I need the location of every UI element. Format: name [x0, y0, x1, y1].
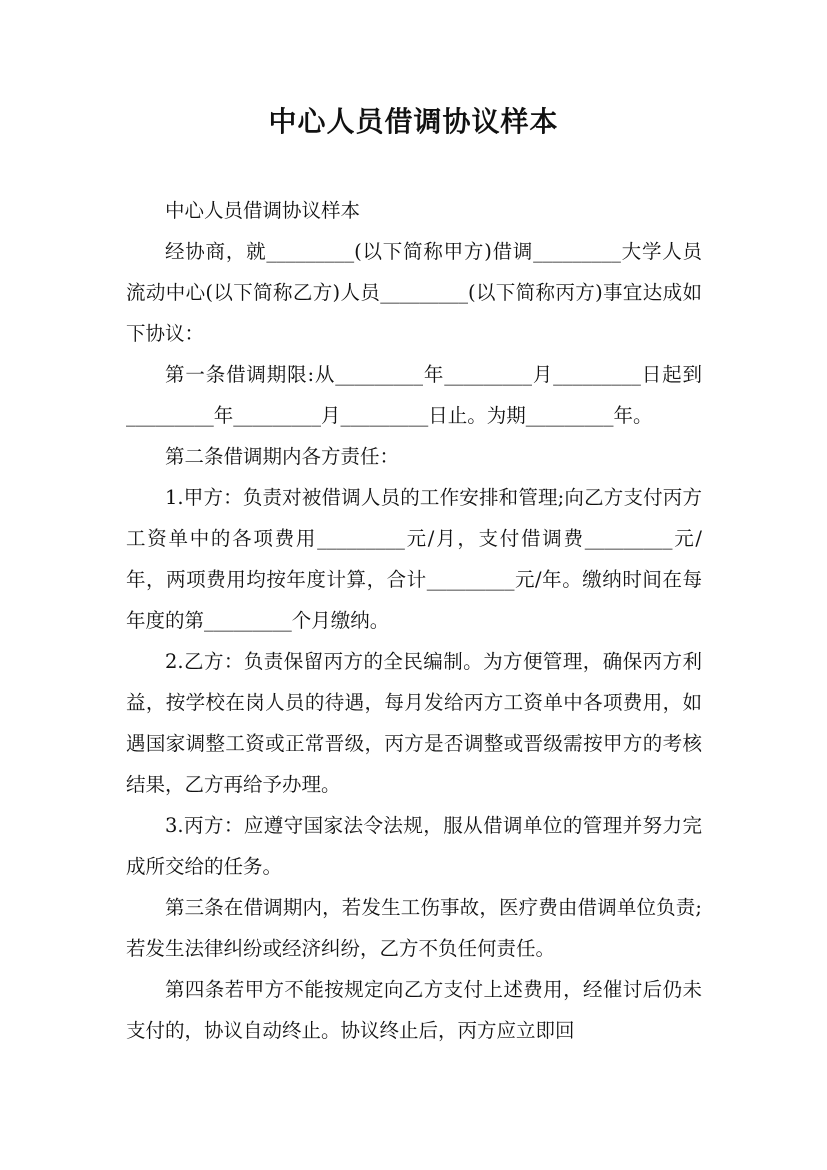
paragraph-article-3: 第三条在借调期内，若发生工伤事故，医疗费由借调单位负责;若发生法律纠纷或经济纠纷，乙方不负任何责任。	[126, 896, 702, 960]
paragraph-article-2: 第二条借调期内各方责任：	[165, 445, 400, 468]
paragraph-party-a: 1.甲方：负责对被借调人员的工作安排和管理;向乙方支付丙方工资单中的各项费用_________元/月，支付借调费_________元/年，两项费用均按年度计算，合计_________元/年。缴纳时间在每年度的第_________个月缴纳。	[126, 486, 702, 632]
document-title: 中心人员借调协议样本	[268, 105, 559, 138]
paragraph-article-1: 第一条借调期限:从_________年_________月_________日起到_________年_________月_________日止。为期_________年。	[126, 363, 702, 427]
paragraph-party-b: 2.乙方：负责保留丙方的全民编制。为方便管理，确保丙方利益，按学校在岗人员的待遇，每月发给丙方工资单中各项费用，如遇国家调整工资或正常晋级，丙方是否调整或晋级需按甲方的考核结果，乙方再给予办理。	[126, 650, 702, 796]
paragraph-party-c: 3.丙方：应遵守国家法令法规，服从借调单位的管理并努力完成所交给的任务。	[126, 814, 702, 878]
paragraph-intro: 经协商，就_________(以下简称甲方)借调_________大学人员流动中心(以下简称乙方)人员_________(以下简称丙方)事宜达成如下协议：	[126, 240, 702, 345]
document-body	[126, 190, 702, 1051]
paragraph-article-4: 第四条若甲方不能按规定向乙方支付上述费用，经催讨后仍未支付的，协议自动终止。协议终止后，丙方应立即回	[126, 978, 702, 1042]
paragraph-heading: 中心人员借调协议样本	[165, 199, 361, 222]
